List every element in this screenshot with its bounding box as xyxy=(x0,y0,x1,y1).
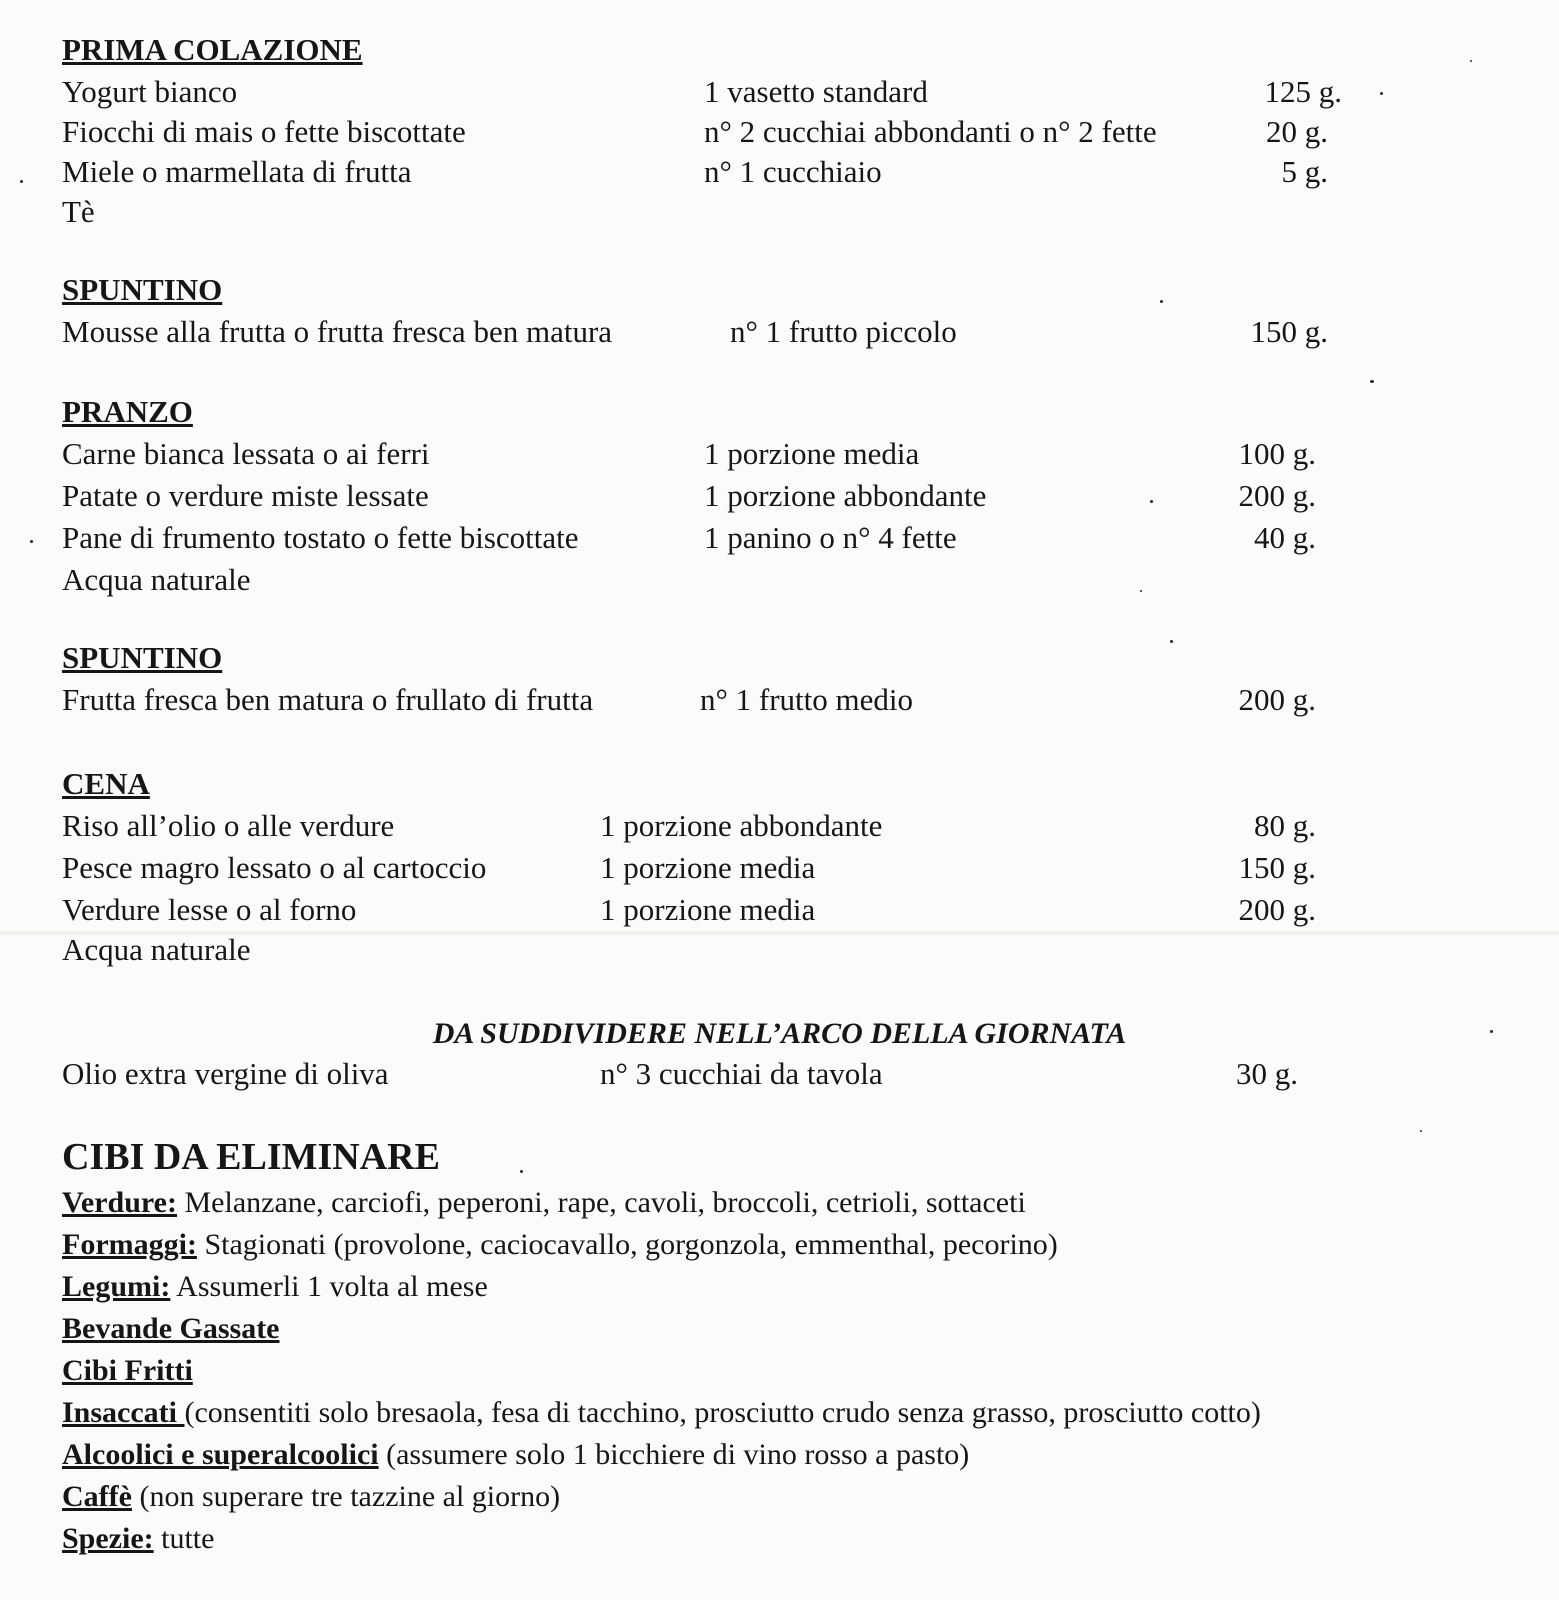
speck xyxy=(520,1170,523,1173)
food-row xyxy=(0,560,1559,600)
food-portion: 1 porzione abbondante xyxy=(600,808,883,843)
food-name: Riso all’olio o alle verdure xyxy=(62,808,395,843)
food-name: Frutta fresca ben matura o frullato di frutta xyxy=(62,682,594,717)
food-grams: 200 g. xyxy=(1238,682,1316,717)
eliminate-label: Verdure: xyxy=(62,1186,177,1219)
section-title-eliminare: CIBI DA ELIMINARE xyxy=(62,1136,440,1178)
food-grams: 200 g. xyxy=(1238,478,1316,513)
section-title-giornata: DA SUDDIVIDERE NELL’ARCO DELLA GIORNATA xyxy=(432,1017,1127,1050)
eliminate-text: Stagionati (provolone, caciocavallo, gorgonzola, emmenthal, pecorino) xyxy=(196,1228,1058,1261)
food-name: Acqua naturale xyxy=(62,932,251,967)
eliminate-item xyxy=(62,1224,1058,1266)
speck xyxy=(1170,640,1173,643)
food-name: Fiocchi di mais o fette biscottate xyxy=(62,114,466,149)
food-grams: 150 g. xyxy=(1238,850,1316,885)
food-grams: 20 g. xyxy=(1266,114,1328,149)
food-row xyxy=(0,312,1559,352)
food-portion: n° 1 frutto medio xyxy=(700,682,914,717)
eliminate-label: Alcoolici e superalcoolici xyxy=(62,1438,379,1471)
food-name: Mousse alla frutta o frutta fresca ben matura xyxy=(62,314,613,349)
food-row xyxy=(0,434,1559,474)
food-name: Pesce magro lessato o al cartoccio xyxy=(62,850,487,885)
eliminate-label: Bevande Gassate xyxy=(62,1312,280,1345)
eliminate-item xyxy=(62,1434,969,1476)
food-row xyxy=(0,680,1559,720)
food-grams: 200 g. xyxy=(1238,892,1316,927)
food-portion: n° 3 cucchiai da tavola xyxy=(600,1056,883,1091)
food-portion: 1 porzione abbondante xyxy=(704,478,987,513)
eliminate-text: Melanzane, carciofi, peperoni, rape, cavoli, broccoli, cetrioli, sottaceti xyxy=(177,1186,1026,1219)
food-name: Acqua naturale xyxy=(62,562,251,597)
food-grams: 80 g. xyxy=(1254,808,1316,843)
food-row xyxy=(0,890,1559,930)
food-portion: n° 2 cucchiai abbondanti o n° 2 fette xyxy=(704,114,1157,149)
food-row xyxy=(0,152,1559,192)
speck xyxy=(1420,1130,1422,1132)
eliminate-item xyxy=(62,1392,1261,1434)
eliminate-text: (non superare tre tazzine al giorno) xyxy=(131,1480,561,1513)
eliminate-label: Spezie: xyxy=(62,1522,154,1555)
food-portion: 1 panino o n° 4 fette xyxy=(704,520,957,555)
food-name: Tè xyxy=(62,194,95,229)
food-name: Olio extra vergine di oliva xyxy=(62,1056,389,1091)
eliminate-text: (assumere solo 1 bicchiere di vino rosso a pasto) xyxy=(378,1438,970,1471)
section-title-spuntino: SPUNTINO xyxy=(62,640,223,675)
food-name: Patate o verdure miste lessate xyxy=(62,478,429,513)
food-portion: n° 1 cucchiaio xyxy=(704,154,882,189)
food-portion: 1 porzione media xyxy=(600,850,816,885)
eliminate-label: Insaccati xyxy=(62,1396,185,1429)
food-name: Carne bianca lessata o ai ferri xyxy=(62,436,430,471)
speck xyxy=(1160,300,1163,303)
food-name: Miele o marmellata di frutta xyxy=(62,154,412,189)
food-name: Verdure lesse o al forno xyxy=(62,892,357,927)
eliminate-label: Caffè xyxy=(62,1480,132,1513)
food-grams: 5 g. xyxy=(1281,154,1328,189)
food-row xyxy=(0,112,1559,152)
speck xyxy=(30,540,33,543)
speck xyxy=(1370,380,1374,383)
food-row xyxy=(0,72,1559,112)
food-row xyxy=(0,806,1559,846)
food-row xyxy=(0,930,1559,970)
eliminate-item xyxy=(62,1182,1026,1224)
eliminate-item xyxy=(62,1476,560,1518)
food-portion: 1 vasetto standard xyxy=(704,74,928,109)
food-row xyxy=(0,476,1559,516)
food-grams: 40 g. xyxy=(1254,520,1316,555)
speck xyxy=(1150,500,1153,503)
eliminate-item xyxy=(62,1350,193,1392)
food-grams: 150 g. xyxy=(1250,314,1328,349)
speck xyxy=(20,180,23,183)
eliminate-item xyxy=(62,1308,280,1350)
eliminate-text: tutte xyxy=(153,1522,215,1555)
food-grams: 100 g. xyxy=(1238,436,1316,471)
eliminate-label: Cibi Fritti xyxy=(62,1354,193,1387)
food-name: Yogurt bianco xyxy=(62,74,238,109)
food-grams: 30 g. xyxy=(1236,1056,1298,1091)
eliminate-text: Assumerli 1 volta al mese xyxy=(170,1270,488,1303)
food-portion: 1 porzione media xyxy=(600,892,816,927)
food-row xyxy=(0,848,1559,888)
eliminate-item xyxy=(62,1266,488,1308)
speck xyxy=(1490,1030,1493,1033)
food-grams: 125 g. xyxy=(1264,74,1342,109)
food-row xyxy=(0,518,1559,558)
food-portion: n° 1 frutto piccolo xyxy=(730,314,957,349)
section-title-colazione: PRIMA COLAZIONE xyxy=(62,32,363,67)
speck xyxy=(1470,60,1472,62)
food-row xyxy=(0,1054,1559,1094)
section-title-spuntino: SPUNTINO xyxy=(62,272,223,307)
eliminate-item xyxy=(62,1518,214,1560)
food-name: Pane di frumento tostato o fette biscottate xyxy=(62,520,579,555)
speck xyxy=(1140,590,1142,592)
food-portion: 1 porzione media xyxy=(704,436,920,471)
speck xyxy=(1380,92,1383,95)
section-title-cena: CENA xyxy=(62,766,150,801)
eliminate-label: Legumi: xyxy=(62,1270,171,1303)
eliminate-text: (consentiti solo bresaola, fesa di tacchino, prosciutto crudo senza grasso, prosciutto cotto) xyxy=(184,1396,1261,1429)
section-title-pranzo: PRANZO xyxy=(62,394,193,429)
eliminate-label: Formaggi: xyxy=(62,1228,197,1261)
food-row xyxy=(0,192,1559,232)
